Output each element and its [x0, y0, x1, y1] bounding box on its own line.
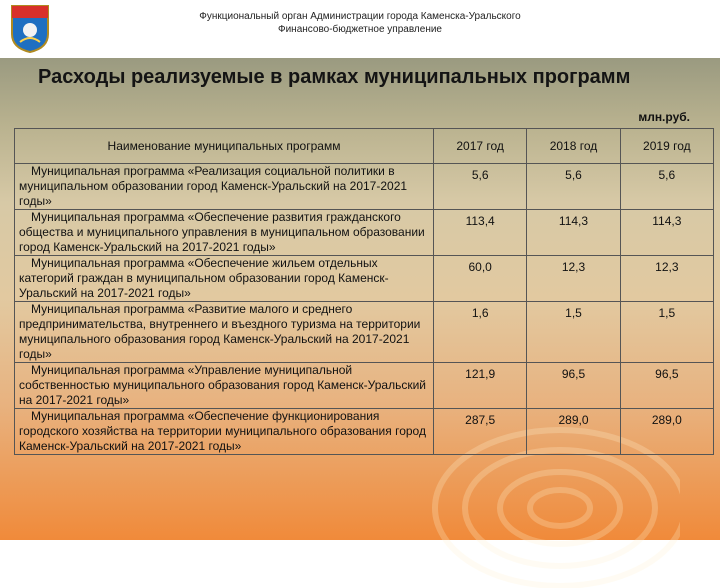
value-2017: 287,5: [434, 409, 527, 455]
value-2019: 12,3: [620, 256, 713, 302]
column-header-name: Наименование муниципальных программ: [15, 129, 434, 164]
program-name-cell: [15, 210, 434, 256]
value-2018: 5,6: [527, 164, 620, 210]
units-label: млн.руб.: [638, 110, 690, 124]
org-department: Финансово-бюджетное управление: [277, 24, 442, 35]
value-2017: 1,6: [434, 302, 527, 363]
program-name-cell: [15, 409, 434, 455]
value-2019: 114,3: [620, 210, 713, 256]
value-2018: 96,5: [527, 363, 620, 409]
org-name: Функциональный орган Администрации города Каменска-Уральского: [199, 11, 521, 22]
value-2019: 5,6: [620, 164, 713, 210]
table-row: [15, 302, 714, 363]
column-header-2018: 2018 год: [527, 129, 620, 164]
program-name: Муниципальная программа «Обеспечение жильем отдельных категорий граждан в муниципальном образовании город Каменск-Уральский на 2017-2021 годы»: [19, 256, 389, 300]
table-header-row: [15, 129, 714, 164]
value-2018: 114,3: [527, 210, 620, 256]
program-name: Муниципальная программа «Развитие малого и среднего предпринимательства, внутреннего и въездного туризма на территории муниципального образования город Каменск-Уральский на 2017-2021 годы»: [19, 302, 421, 361]
value-2019: 289,0: [620, 409, 713, 455]
column-header-2017: 2017 год: [434, 129, 527, 164]
table-row: [15, 409, 714, 455]
value-2018: 1,5: [527, 302, 620, 363]
program-name-cell: [15, 164, 434, 210]
program-name: Муниципальная программа «Реализация социальной политики в муниципальном образовании город Каменск-Уральский на 2017-2021 годы»: [19, 164, 408, 208]
table-row: [15, 256, 714, 302]
program-name: Муниципальная программа «Обеспечение функционирования городского хозяйства на территории муниципального образования город Каменск-Уральский на 2017-2021 годы»: [19, 409, 426, 453]
header: [0, 0, 720, 58]
column-header-2019: 2019 год: [620, 129, 713, 164]
program-name: Муниципальная программа «Обеспечение развития гражданского общества и муниципального управления в муниципальном образовании город Каменск-Уральский на 2017-2021 годы»: [19, 210, 425, 254]
table-row: [15, 210, 714, 256]
value-2017: 5,6: [434, 164, 527, 210]
page-title: Расходы реализуемые в рамках муниципальных программ: [38, 66, 631, 88]
table-row: [15, 164, 714, 210]
value-2017: 60,0: [434, 256, 527, 302]
value-2017: 121,9: [434, 363, 527, 409]
value-2018: 12,3: [527, 256, 620, 302]
value-2018: 289,0: [527, 409, 620, 455]
program-name: Муниципальная программа «Управление муниципальной собственностью муниципального образования город Каменск-Уральский на 2017-2021 годы»: [19, 363, 426, 407]
value-2019: 1,5: [620, 302, 713, 363]
program-name-cell: [15, 256, 434, 302]
program-name-cell: [15, 363, 434, 409]
value-2017: 113,4: [434, 210, 527, 256]
organization-header: [80, 10, 640, 36]
programs-table: [14, 128, 714, 455]
value-2019: 96,5: [620, 363, 713, 409]
program-name-cell: [15, 302, 434, 363]
table-row: [15, 363, 714, 409]
city-coat-of-arms-icon: [10, 4, 50, 54]
